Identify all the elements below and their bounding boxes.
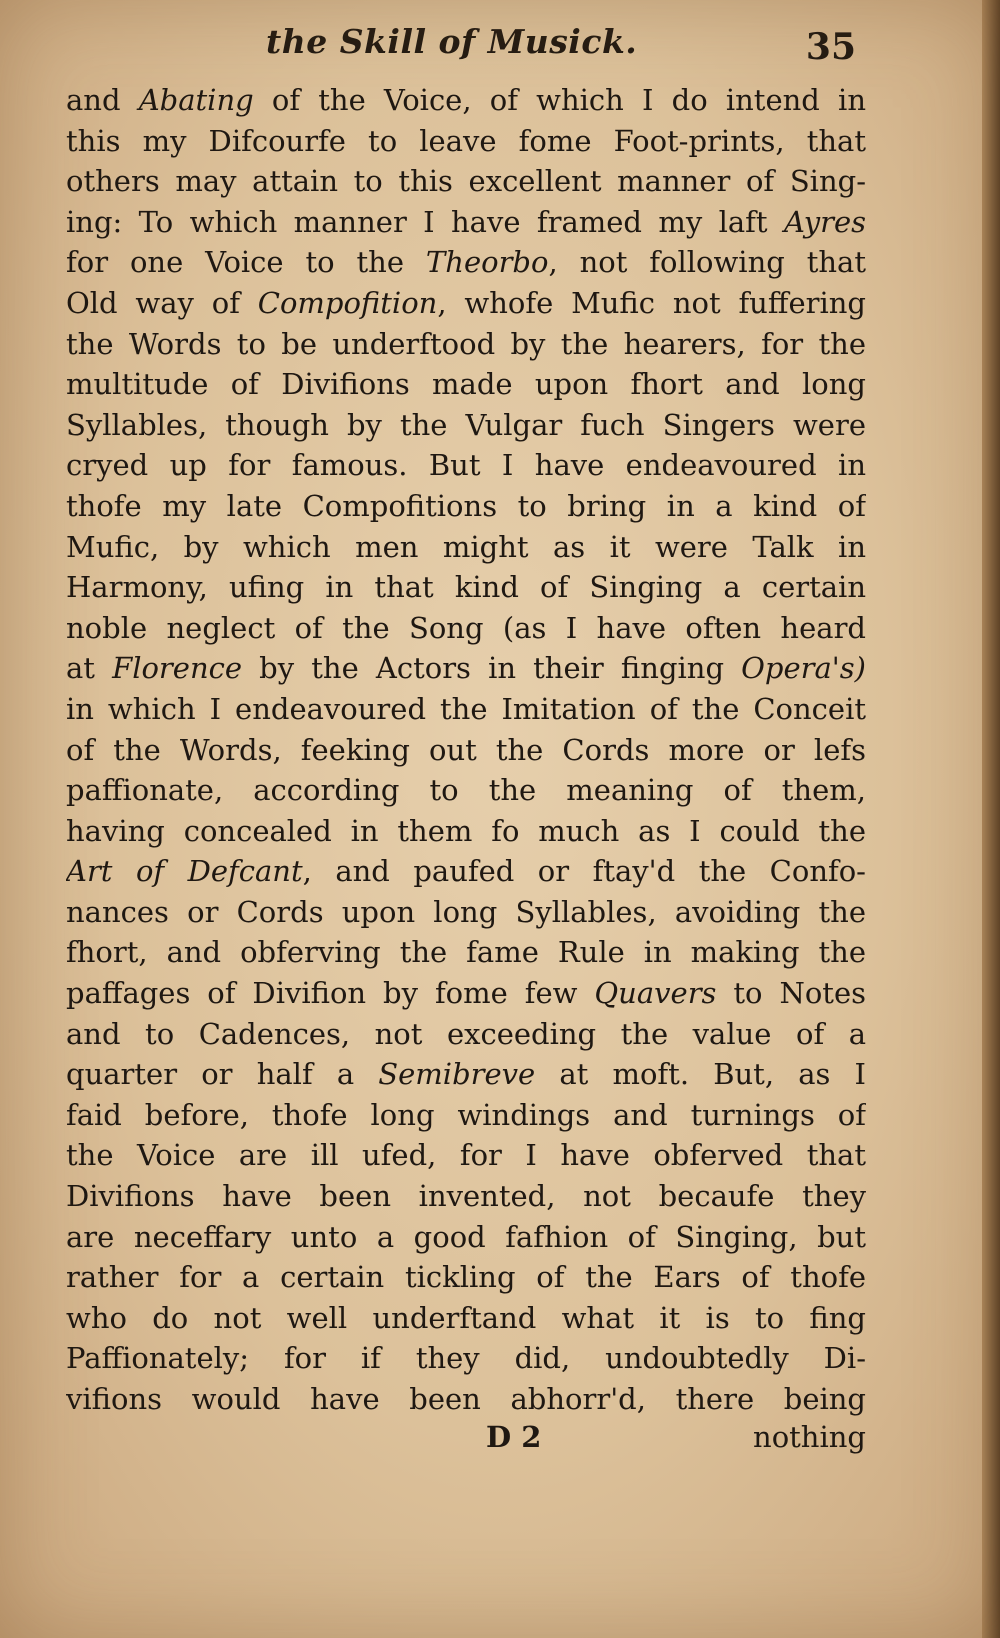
text-segment: fhort, and obferving the fame Rule in making the: [66, 935, 866, 970]
text-segment: to Notes: [716, 976, 866, 1011]
text-line: [66, 527, 866, 568]
text-line: [66, 689, 866, 730]
text-segment: noble neglect of the Song (as I have often heard: [66, 610, 866, 645]
text-segment: faid before, thofe long windings and turnings of: [66, 1097, 866, 1132]
text-line: [66, 608, 866, 649]
text-line: [66, 770, 866, 811]
text-line: [66, 1054, 866, 1095]
italic-term: Abating: [138, 83, 254, 117]
text-segment: paffionate, according to the meaning of them,: [66, 773, 866, 808]
text-segment: quarter or half a: [66, 1057, 379, 1092]
text-segment: who do not well underftand what it is to fing: [66, 1300, 866, 1335]
text-segment: thofe my late Compofitions to bring in a kind of: [66, 488, 866, 523]
text-line: [66, 932, 866, 973]
text-segment: and: [66, 83, 139, 117]
text-segment: , not following that: [548, 245, 866, 280]
text-line: [66, 1379, 866, 1420]
text-segment: of the Words, feeking out the Cords more or lefs: [66, 732, 866, 767]
text-line: [66, 405, 866, 446]
text-line: [66, 973, 866, 1014]
text-line: [66, 242, 866, 283]
text-line: [66, 1257, 866, 1298]
text-line: [66, 80, 866, 121]
text-segment: at moft. But, as I: [535, 1057, 866, 1092]
text-segment: at: [66, 651, 113, 686]
catchword: nothing: [753, 1420, 866, 1454]
italic-term: Florence: [112, 651, 243, 686]
text-line: [66, 324, 866, 365]
text-segment: vifions would have been abhorr'd, there being: [66, 1382, 866, 1416]
text-line: [66, 851, 866, 892]
text-segment: Paffionately; for if they did, undoubtedly Di-: [66, 1341, 866, 1376]
text-line: [66, 486, 866, 527]
italic-term: Semibreve: [378, 1057, 536, 1092]
running-title: the Skill of Musick.: [266, 22, 638, 61]
page-number: 35: [805, 26, 856, 68]
text-line: [66, 121, 866, 162]
text-line: [66, 1338, 866, 1379]
text-line: [66, 567, 866, 608]
text-segment: , and paufed or ftay'd the Confo-: [302, 854, 866, 889]
text-line: [66, 445, 866, 486]
book-spine-shadow: [982, 0, 1000, 1638]
text-line: [66, 1135, 866, 1176]
text-segment: by the Actors in their finging: [242, 651, 742, 686]
text-segment: Old way of: [66, 285, 258, 320]
text-line: [66, 1095, 866, 1136]
text-line: [66, 648, 866, 689]
text-segment: multitude of Divifions made upon fhort and long: [66, 367, 866, 402]
text-segment: Divifions have been invented, not becaufe they: [66, 1179, 866, 1214]
italic-term: Quavers: [594, 976, 717, 1011]
text-line: [66, 161, 866, 202]
text-segment: ing: To which manner I have framed my laft: [66, 204, 784, 239]
text-segment: of the Voice, of which I do intend in: [253, 83, 866, 117]
text-segment: paffages of Divifion by fome few: [66, 976, 595, 1011]
signature-mark: D 2: [486, 1420, 542, 1454]
text-line: [66, 1298, 866, 1339]
text-segment: having concealed in them fo much as I could the: [66, 813, 866, 848]
text-line: [66, 364, 866, 405]
text-line: [66, 730, 866, 771]
text-segment: are neceffary unto a good fafhion of Singing, but: [66, 1219, 866, 1254]
text-line: [66, 1176, 866, 1217]
text-segment: Mufic, by which men might as it were Talk in: [66, 529, 866, 564]
italic-term: Compofition: [257, 285, 438, 320]
italic-term: Art of Defcant: [66, 854, 303, 889]
italic-term: Opera's): [741, 651, 866, 686]
text-line: [66, 202, 866, 243]
body-text: [66, 80, 866, 1420]
text-segment: for one Voice to the: [66, 245, 426, 280]
text-segment: the Words to be underftood by the hearers, for the: [66, 326, 866, 361]
text-line: [66, 1217, 866, 1258]
page-header: [66, 18, 866, 78]
page-footer: [66, 1420, 866, 1464]
italic-term: Ayres: [783, 204, 866, 239]
text-line: [66, 892, 866, 933]
text-segment: this my Difcourfe to leave fome Foot-prints, that: [66, 123, 866, 158]
text-segment: the Voice are ill ufed, for I have obferved that: [66, 1138, 866, 1173]
text-segment: rather for a certain tickling of the Ears of thofe: [66, 1260, 866, 1295]
text-segment: and to Cadences, not exceeding the value of a: [66, 1016, 866, 1051]
text-segment: cryed up for famous. But I have endeavoured in: [66, 448, 866, 483]
text-segment: , whofe Mufic not fuffering: [437, 285, 866, 320]
text-segment: Harmony, ufing in that kind of Singing a certain: [66, 570, 866, 605]
text-segment: in which I endeavoured the Imitation of the Conceit: [66, 691, 866, 726]
text-segment: Syllables, though by the Vulgar fuch Singers were: [66, 407, 866, 442]
text-segment: nances or Cords upon long Syllables, avoiding the: [66, 894, 866, 929]
text-line: [66, 1014, 866, 1055]
italic-term: Theorbo: [425, 245, 549, 280]
text-line: [66, 811, 866, 852]
text-line: [66, 283, 866, 324]
text-segment: others may attain to this excellent manner of Sing-: [66, 164, 866, 199]
